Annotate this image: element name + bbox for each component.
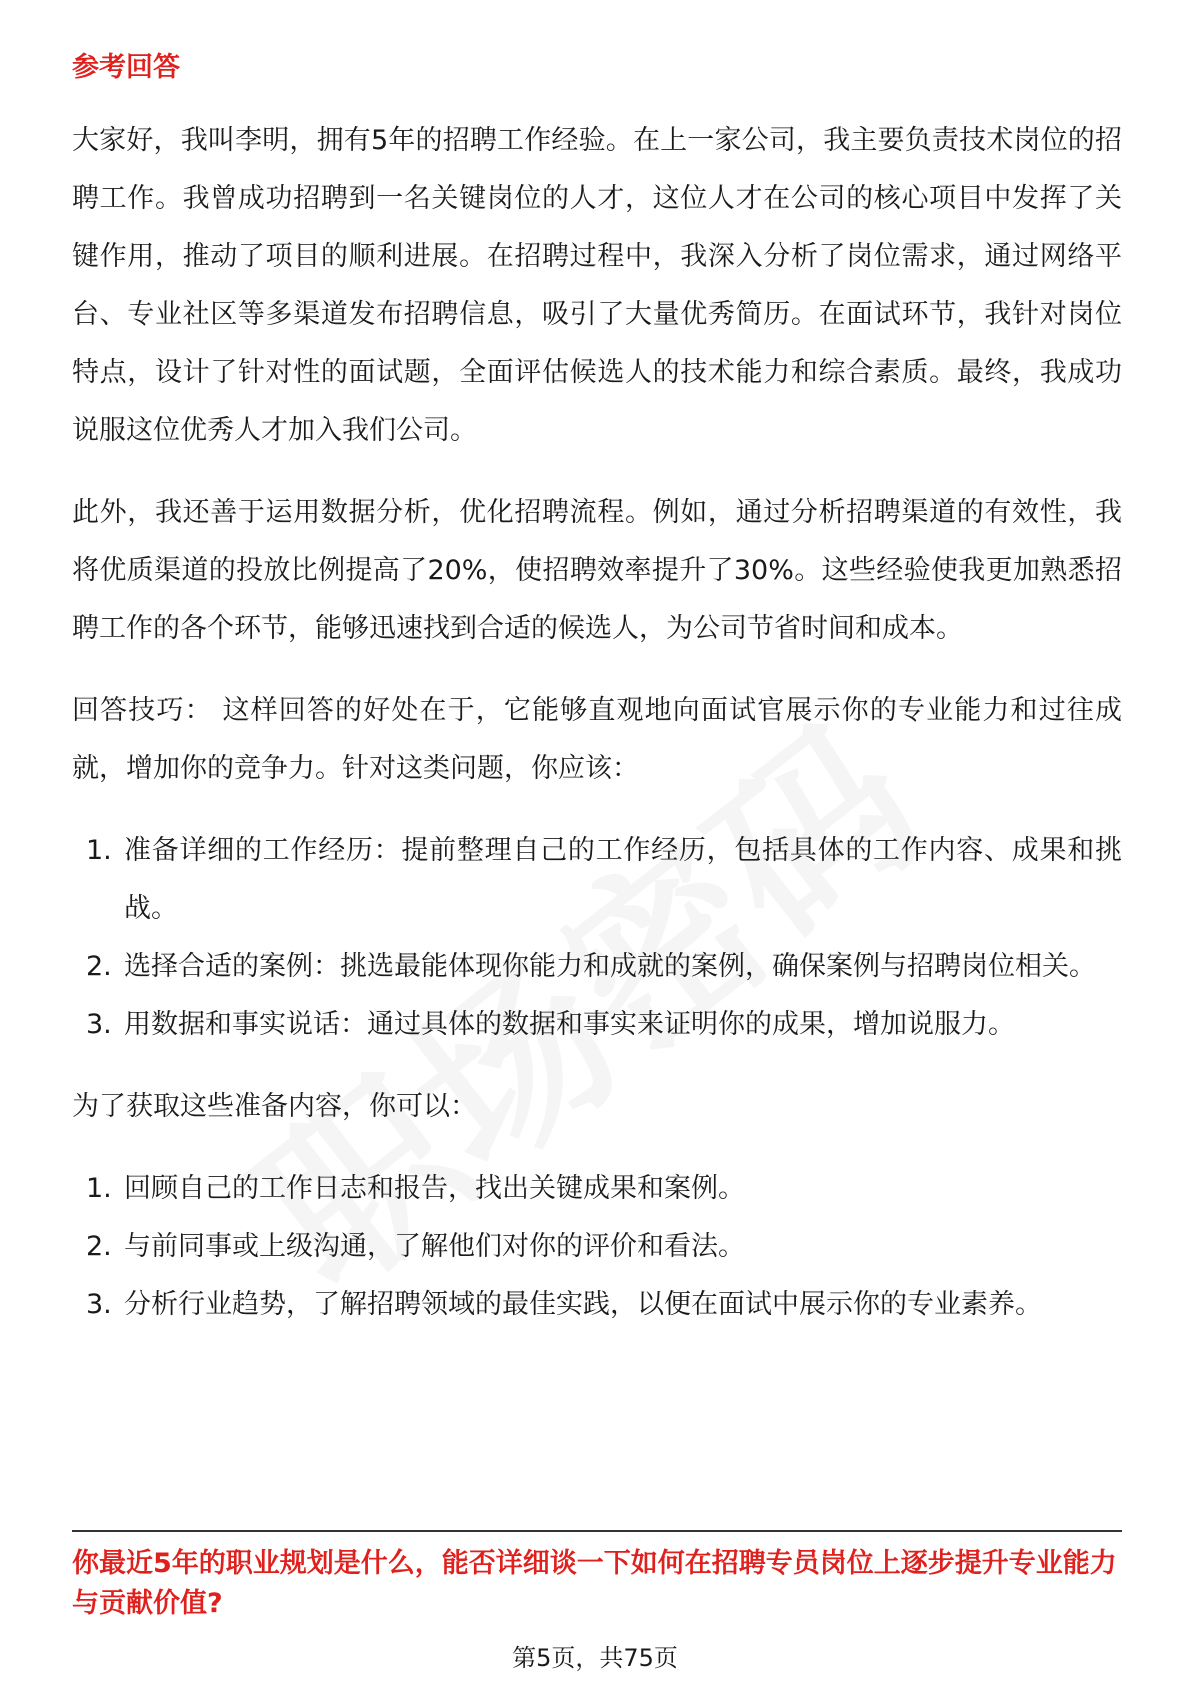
answer-paragraph-1: 大家好，我叫李明，拥有5年的招聘工作经验。在上一家公司，我主要负责技术岗位的招聘工作。我曾成功招聘到一名关键岗位的人才，这位人才在公司的核心项目中发挥了关键作用，推动了项目的顺利进展。在招聘过程中，我深入分析了岗位需求，通过网络平台、专业社区等多渠道发布招聘信息，吸引了大量优秀简历。在面试环节，我针对岗位特点，设计了针对性的面试题，全面评估候选人的技术能力和综合素质。最终，我成功说服这位优秀人才加入我们公司。 xyxy=(72,125,1122,446)
list-item xyxy=(72,938,1122,996)
next-question-heading: 你最近5年的职业规划是什么，能否详细谈一下如何在招聘专员岗位上逐步提升专业能力与贡献价值? xyxy=(72,1548,1117,1619)
list-item-text: 与前同事或上级沟通，了解他们对你的评价和看法。 xyxy=(124,1231,745,1262)
tips-intro-paragraph: 回答技巧： 这样回答的好处在于，它能够直观地向面试官展示你的专业能力和过往成就，增加你的竞争力。针对这类问题，你应该： xyxy=(72,695,1122,784)
list-number: 2. xyxy=(86,951,112,982)
list-number: 2. xyxy=(86,1231,112,1262)
section-title: 参考回答 xyxy=(72,52,180,83)
page-number-footer: 第5页，共75页 xyxy=(512,1644,678,1672)
list-number: 3. xyxy=(86,1009,112,1040)
prep-intro-paragraph: 为了获取这些准备内容，你可以： xyxy=(72,1091,477,1122)
list-item-text: 用数据和事实说话：通过具体的数据和事实来证明你的成果，增加说服力。 xyxy=(124,1009,1015,1040)
answer-paragraph-2: 此外，我还善于运用数据分析，优化招聘流程。例如，通过分析招聘渠道的有效性，我将优质渠道的投放比例提高了20%，使招聘效率提升了30%。这些经验使我更加熟悉招聘工作的各个环节，能够迅速找到合适的候选人，为公司节省时间和成本。 xyxy=(72,497,1122,644)
list-item xyxy=(72,822,1122,938)
list-number: 1. xyxy=(86,835,112,866)
list-item xyxy=(72,1218,1122,1276)
list-item-text: 准备详细的工作经历：提前整理自己的工作经历，包括具体的工作内容、成果和挑战。 xyxy=(124,835,1122,924)
list-item xyxy=(72,1276,1122,1334)
list-number: 3. xyxy=(86,1289,112,1320)
document-body xyxy=(72,48,1122,1358)
list-item-text: 回顾自己的工作日志和报告，找出关键成果和案例。 xyxy=(124,1173,745,1204)
tips-list xyxy=(72,822,1122,1054)
list-item-text: 选择合适的案例：挑选最能体现你能力和成就的案例，确保案例与招聘岗位相关。 xyxy=(124,951,1096,982)
section-divider xyxy=(72,1530,1122,1532)
list-item xyxy=(72,996,1122,1054)
list-item-text: 分析行业趋势，了解招聘领域的最佳实践，以便在面试中展示你的专业素养。 xyxy=(124,1289,1042,1320)
prep-list xyxy=(72,1160,1122,1334)
list-item xyxy=(72,1160,1122,1218)
list-number: 1. xyxy=(86,1173,112,1204)
